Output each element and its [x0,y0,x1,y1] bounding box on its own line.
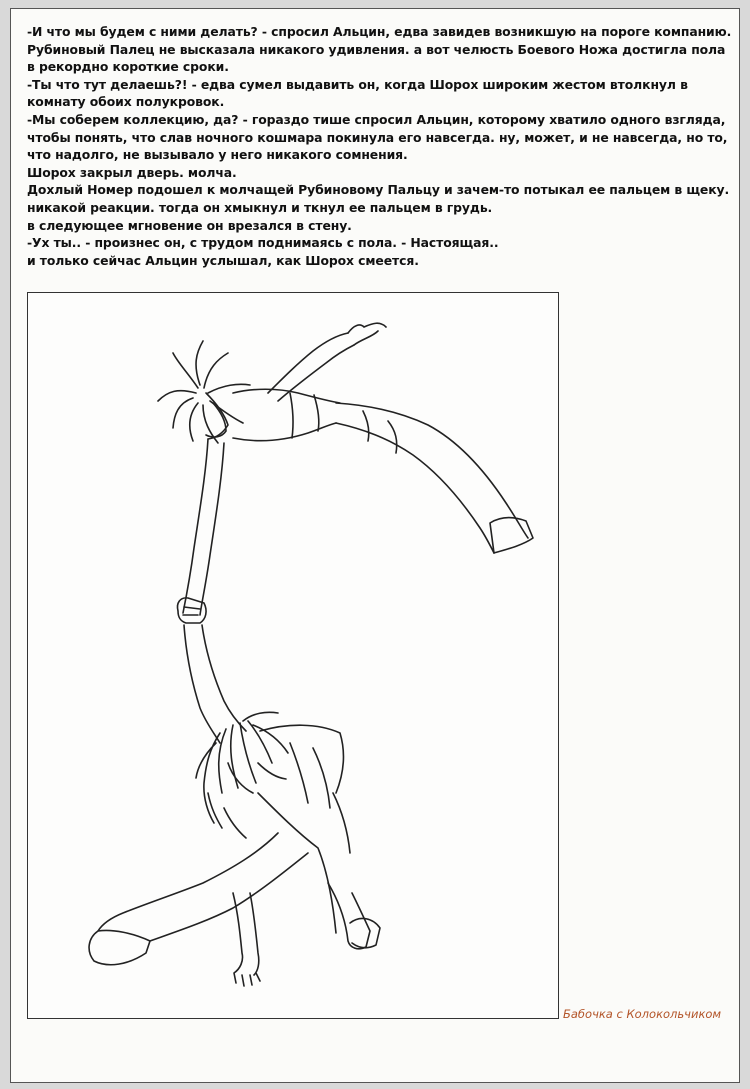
story-line-7: чтобы понять, что слав ночного кошмара покинула его навсегда. ну, может, и не навсегда, но то, [27,129,728,145]
story-line-4: -Ты что тут делаешь?! - едва сумел выдавить он, когда Шорох широким жестом втолкнул в [27,76,688,92]
lower-figure-hair [196,712,288,838]
story-line-14: и только сейчас Альцин услышал, как Шорох смеется. [27,252,419,268]
raised-hand [348,323,386,345]
extended-leg [336,403,528,553]
story-line-12: в следующее мгновение он врезался в стену. [27,217,352,233]
lower-figure-folds [290,743,330,808]
story-line-8: что надолго, не вызывало у него никакого сомнения. [27,147,408,163]
kneeling-shoe [89,930,150,964]
connecting-arm-lower [184,625,246,743]
comic-page [10,8,740,1083]
kneeling-leg [98,833,308,941]
story-line-5: комнату обоих полукровок. [27,94,225,110]
story-text [27,23,732,269]
story-line-2: Рубиновый Палец не высказала никакого удивления. а вот челюсть Боевого Ножа достигла пола [27,41,726,57]
connecting-arm-upper [183,439,224,615]
story-line-13: -Ух ты.. - произнес он, с трудом поднимаясь с пола. - Настоящая.. [27,235,499,251]
hanging-hand [233,893,260,986]
story-line-1: -И что мы будем с ними делать? - спросил Альцин, едва завидев возникшую на пороге компанию. [27,24,732,39]
story-line-11: никакой реакции. тогда он хмыкнул и ткнул ее пальцем в грудь. [27,199,493,215]
artist-signature: Бабочка с Колокольчиком [563,1007,722,1021]
joined-hands [177,598,206,623]
story-line-9: Шорох закрыл дверь. молча. [27,164,237,180]
illustration-panel [27,292,559,1019]
sketch-illustration [28,293,559,1019]
story-line-6: -Мы соберем коллекцию, да? - гораздо тише спросил Альцин, которому хватило одного взгляда, [27,111,726,127]
upper-figure-torso [233,389,340,440]
standing-shoe [350,918,380,947]
story-line-3: в рекордно короткие сроки. [27,59,229,75]
leg-creases [363,411,397,453]
lower-figure-body [258,725,350,933]
story-line-10: Дохлый Номер подошел к молчащей Рубиновому Пальцу и зачем-то потыкал ее пальцем в щеку. [27,182,730,198]
